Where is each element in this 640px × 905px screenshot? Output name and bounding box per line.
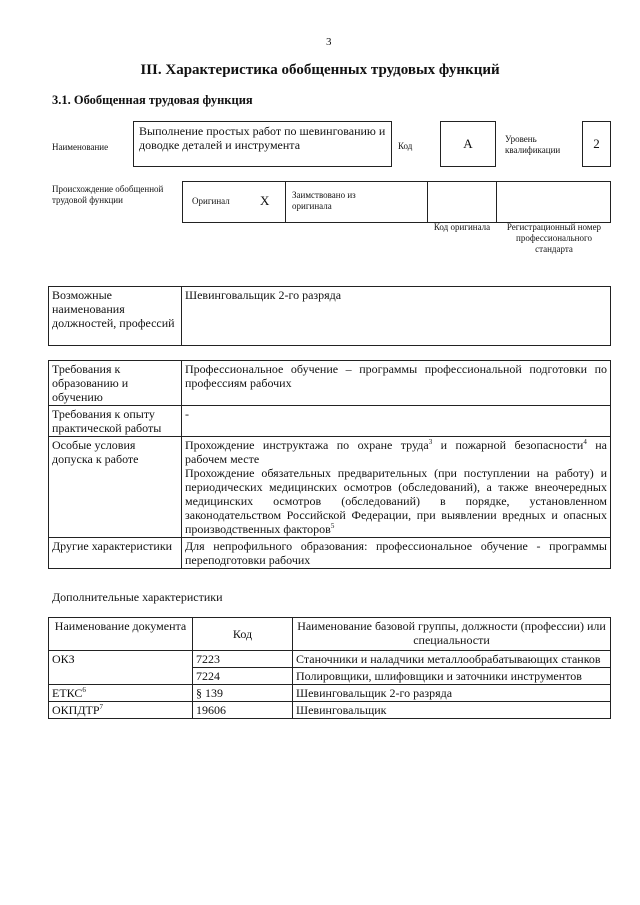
positions-value: Шевинговальщик 2-го разряда [182,287,611,346]
requirements-row [49,538,611,569]
table-header-row [49,618,611,651]
code-caption: Код оригинала [433,222,491,232]
requirements-label: Другие характеристики [49,538,182,569]
subsection-title: 3.1. Обобщенная трудовая функция [52,93,253,107]
footnote-ref: 6 [82,686,86,694]
code-box [440,121,496,167]
header-doc: Наименование документа [49,618,193,651]
requirements-row [49,406,611,437]
reg-caption: Регистрационный номер профессионального стандарта [506,222,602,254]
original-mark: Х [260,193,270,208]
origin-label: Происхождение обобщенной трудовой функции [52,184,164,205]
additional-table [48,617,611,719]
header-code: Код [193,618,293,651]
safety-briefing-text: Прохождение инструктажа по охране труда$^3$ и пожарной безопасности$^4$ на рабочем месте [185,438,607,466]
footnote-ref: 3 [428,438,433,446]
requirements-row [49,437,611,538]
requirements-label: Требования к образованию и обучению [49,361,182,406]
section-title: III. Характеристика обобщенных трудовых функций [140,62,500,78]
level-value: 2 [593,136,600,151]
function-name: Выполнение простых работ по шевингованию и доводке деталей и инструмента [139,124,386,152]
level-box [582,121,611,167]
table-row [49,702,611,719]
requirements-label: Особые условия допуска к работе [49,437,182,538]
requirements-label: Требования к опыту практической работы [49,406,182,437]
requirements-row [49,361,611,406]
function-name-box [133,121,392,167]
origin-divider-3 [496,181,497,223]
level-label: Уровень квалификации [505,134,561,155]
okpdtr-code: 19606 [193,702,293,719]
okz-name: Станочники и наладчики металлообрабатывающих станков [293,651,611,668]
requirements-value: - [182,406,611,437]
borrowed-label: Заимствовано из оригинала [292,190,356,211]
origin-divider-1 [285,181,286,223]
name-label: Наименование [52,142,109,152]
okpdtr-name: Шевинговальщик [293,702,611,719]
code-label: Код [398,141,413,151]
table-row [49,651,611,668]
footnote-ref: 4 [583,438,587,446]
etks-code: § 139 [193,685,293,702]
positions-label: Возможные наименования должностей, профессий [49,287,182,346]
medical-exam-text: Прохождение обязательных предварительных (при поступлении на работу) и периодических медицинских осмотров (обследований), а также внеочередных медицинских осмотров (обследований) в порядке, установленном законодательством Российской Федерации, при выявлении вредных и опасных производственных факторов$^5$ [185,466,607,536]
okpdtr-label: ОКПДТР$^7$ [49,702,193,719]
code-value: А [463,136,473,151]
requirements-value [182,437,611,538]
table-row [49,685,611,702]
footnote-ref: 5 [330,522,335,530]
okz-name: Полировщики, шлифовщики и заточники инструментов [293,668,611,685]
positions-row [49,287,611,346]
positions-table [48,286,611,346]
requirements-value: Для непрофильного образования: профессиональное обучение - программы переподготовки рабочих [182,538,611,569]
origin-box [182,181,611,223]
okz-code: 7223 [193,651,293,668]
page-number: 3 [326,36,332,48]
requirements-table [48,360,611,569]
etks-label: ЕТКС$^6$ [49,685,193,702]
okz-code: 7224 [193,668,293,685]
header-name: Наименование базовой группы, должности (профессии) или специальности [293,618,611,651]
requirements-value: Профессиональное обучение – программы профессиональной подготовки по профессиям рабочих [182,361,611,406]
original-label: Оригинал [192,196,230,206]
etks-name: Шевинговальщик 2-го разряда [293,685,611,702]
okz-label: ОКЗ [49,651,193,685]
additional-title: Дополнительные характеристики [52,590,223,604]
origin-divider-2 [427,181,428,223]
footnote-ref: 7 [99,703,104,711]
